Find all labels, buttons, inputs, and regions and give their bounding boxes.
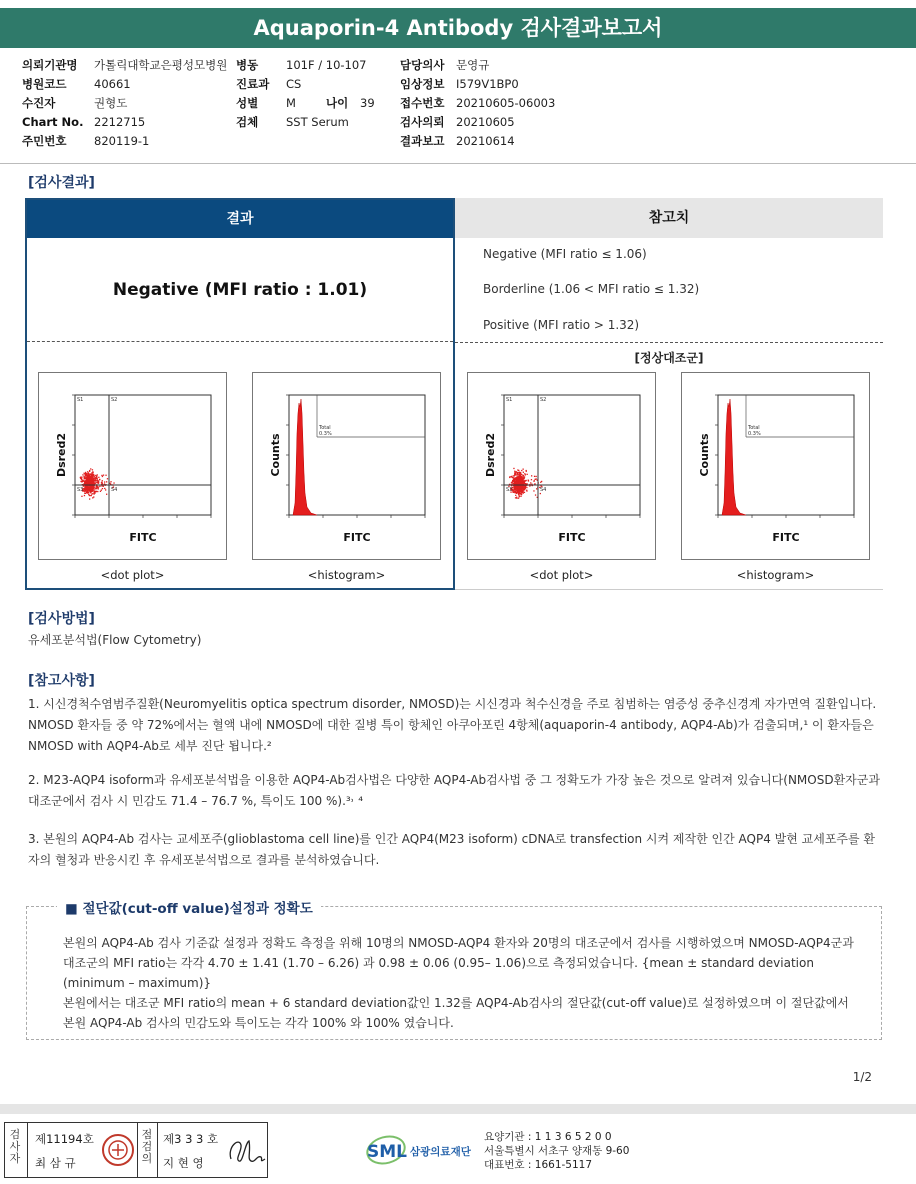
org-code: 요양기관 : 1 1 3 6 5 2 0 0 [484,1131,612,1143]
cutoff-box [26,901,882,1040]
dot-point [92,471,93,472]
dot-point [526,480,527,481]
dot-point [92,483,93,484]
dot-point [515,481,516,482]
plot-ylabel: Dsred2 [55,432,68,478]
dot-point [102,488,103,489]
gate-value: 0.3% [748,431,761,437]
control-histogram [681,372,870,560]
dot-point [89,482,90,483]
plot-xlabel: FITC [129,531,157,544]
dot-point [101,482,102,483]
dot-point [518,494,519,495]
method-title: [검사방법] [28,611,95,627]
dot-point [94,492,95,493]
dot-point [95,477,96,478]
dot-point [85,478,86,479]
dot-point [515,482,516,483]
dot-point [533,490,534,491]
sml-logo-icon [366,1130,478,1170]
reference-header: 참고치 [455,198,883,238]
dot-point [516,497,517,498]
dot-point [531,475,532,476]
dot-point [97,491,98,492]
org-phone: 대표번호 : 1661-5117 [484,1159,593,1171]
quadrant-label: S1 [77,397,84,403]
dot-point [85,487,86,488]
histogram-svg [682,373,871,561]
info-specimen: 검체 SST Serum [236,115,349,129]
info-chart-no: Chart No. 2212715 [22,115,146,129]
note-1: 1. 시신경척수염범주질환(Neuromyelitis optica spectrum disorder, NMOSD)는 시신경과 척수신경을 주로 침범하는 염증성 중추신경계 자가면역 질환입니다. NMOSD 환자들 중 약 72%에서는 혈액 내에 NMOSD에 대한 질병 특이 항체인 아쿠아포린 4항체(aquaporin-4 antibody, AQP4-Ab)가 검출되며,¹ 이 환자들은 NMOSD with AQP4-Ab로 세부 진단 됩니다.² [28,697,877,753]
dot-point [101,485,102,486]
tester-name: 최 삼 규 [35,1156,76,1170]
dot-point [519,487,520,488]
info-accession: 접수번호 20210605-06003 [400,96,556,110]
plot-frame [718,395,854,515]
dot-point [89,470,90,471]
dot-point [81,496,82,497]
dot-point [81,479,82,480]
dot-point [105,489,106,490]
dot-point [520,475,521,476]
dot-point [90,477,91,478]
dot-point [92,479,93,480]
dot-point [93,475,94,476]
histogram-peak [293,399,317,515]
gate-value: 0.3% [319,431,332,437]
plot-frame [75,395,211,515]
dot-point [96,491,97,492]
dot-point [521,494,522,495]
info-clinical: 임상정보 I579V1BP0 [400,77,519,91]
info-hospital-code: 병원코드 40661 [22,77,131,91]
info-patient: 수진자 권형도 [22,96,128,110]
dot-point [515,477,516,478]
histogram-peak [722,399,746,515]
dot-point [88,474,89,475]
dot-point [535,494,536,495]
dot-plot-svg [468,373,657,561]
dot-point [520,478,521,479]
dot-point [515,495,516,496]
dot-point [515,474,516,475]
dot-point [106,481,107,482]
info-report-date: 결과보고 20210614 [400,134,515,148]
dot-point [521,474,522,475]
footer-band [0,1104,916,1114]
dot-point [89,498,90,499]
dot-point [515,490,516,491]
plot-xlabel: FITC [343,531,371,544]
report-title: Aquaporin-4 Antibody 검사결과보고서 [0,8,916,48]
dot-point [524,487,525,488]
reviewer-no: 제3 3 3 호 [163,1132,219,1146]
cutoff-title: ■ 절단값(cut-off value)설정과 정확도 [57,897,321,917]
patient-dot-caption: <dot plot> [100,568,165,582]
info-sex: 성별 M 나이 39 [236,96,375,110]
dot-point [92,493,93,494]
dot-point [518,487,519,488]
plot-ylabel: Counts [698,433,711,477]
dot-point [84,473,85,474]
dot-point [88,488,89,489]
dot-point [523,477,524,478]
dot-point [524,473,525,474]
dot-point [509,477,510,478]
dot-point [517,483,518,484]
patient-dot-plot [38,372,227,560]
dot-point [87,473,88,474]
dot-point [99,479,100,480]
dot-point [531,479,532,480]
dot-point [517,478,518,479]
dot-point [88,478,89,479]
dot-point [86,492,87,493]
dot-point [89,477,90,478]
note-2: 2. M23-AQP4 isoform과 유세포분석법을 이용한 AQP4-Ab검사법은 다양한 AQP4-Ab검사법 중 그 정확도가 가장 높은 것으로 알려져 있습니다(NMOSD환자군과 대조군에서 검사 시 민감도 71.4 – 76.7 %, 특이도 100 %).³˒ ⁴ [28,773,880,808]
dot-point [523,489,524,490]
org-info [484,1130,629,1172]
footer [0,1104,916,1184]
dot-point [541,481,542,482]
tester-label: 검사자 [9,1128,21,1165]
tester-no: 제11194호 [35,1132,94,1146]
dot-point [523,482,524,483]
signature-icon [225,1133,267,1169]
note-3: 3. 본원의 AQP4-Ab 검사는 교세포주(glioblastoma cell line)를 인간 AQP4(M23 isoform) cDNA로 transfection 시켜 제작한 인간 AQP4 발현 교세포주를 환자의 혈청과 반응시킨 후 유세포분석법으로 결과를 분석하였습니다. [28,832,876,867]
dot-point [522,486,523,487]
dot-point [86,475,87,476]
ref-borderline: Borderline (1.06 < MFI ratio ≤ 1.32) [483,282,700,296]
dot-point [522,492,523,493]
method-text: 유세포분석법(Flow Cytometry) [28,633,202,647]
dot-point [85,489,86,490]
dot-point [517,469,518,470]
dot-point [87,482,88,483]
dot-point [98,477,99,478]
plot-ylabel: Counts [269,433,282,477]
dot-point [527,474,528,475]
dot-point [87,476,88,477]
dot-point [103,475,104,476]
dot-point [95,482,96,483]
dot-point [93,480,94,481]
dot-point [515,479,516,480]
dot-point [524,480,525,481]
cutoff-paragraph-2: 본원에서는 대조군 MFI ratio의 mean + 6 standard deviation값인 1.32를 AQP4-Ab검사의 절단값(cut-off value)로 설정하였으며 이 절단값에서 본원 AQP4-Ab 검사의 민감도와 특이도는 각각 100% 와 100% 였습니다. [63,996,849,1030]
dot-point [523,472,524,473]
dot-point [516,472,517,473]
info-request-date: 검사의뢰 20210605 [400,115,515,129]
plot-frame [504,395,640,515]
control-hist-caption: <histogram> [736,568,815,582]
dot-point [513,490,514,491]
patient-hist-caption: <histogram> [307,568,386,582]
reviewer-name: 지 현 영 [163,1156,204,1170]
dot-point [104,481,105,482]
dot-point [93,486,94,487]
patient-histogram [252,372,441,560]
dot-point [513,483,514,484]
dot-point [107,478,108,479]
dot-point [513,492,514,493]
dot-point [104,488,105,489]
control-dot-plot [467,372,656,560]
dot-point [84,495,85,496]
info-dept: 진료과 CS [236,77,302,91]
dot-point [106,494,107,495]
dot-point [534,476,535,477]
dot-point [517,475,518,476]
dot-point [513,480,514,481]
dot-point [517,480,518,481]
dot-point [94,489,95,490]
dot-point [91,475,92,476]
dot-point [530,482,531,483]
dot-point [536,488,537,489]
dot-point [99,486,100,487]
dot-point [511,482,512,483]
dot-point [97,486,98,487]
gate-label: Total [319,425,331,431]
dot-point [105,475,106,476]
result-header: 결과 [27,200,453,238]
dot-point [520,472,521,473]
dot-point [526,490,527,491]
dot-point [87,489,88,490]
quadrant-label: S4 [111,487,118,493]
dot-point [97,474,98,475]
ref-negative: Negative (MFI ratio ≤ 1.06) [483,247,647,261]
dot-point [526,470,527,471]
ref-divider [455,342,883,343]
dot-point [522,474,523,475]
dot-point [521,487,522,488]
dot-point [521,470,522,471]
quadrant-label: S4 [540,487,547,493]
dot-point [90,468,91,469]
dot-point [518,498,519,499]
dot-point [92,469,93,470]
dot-point [520,496,521,497]
dot-point [95,480,96,481]
dot-point [91,491,92,492]
dot-point [86,480,87,481]
quadrant-label: S3 [506,487,513,493]
sml-logo [366,1130,478,1174]
cutoff-paragraph-1: 본원의 AQP4-Ab 검사 기준값 설정과 정확도 측정을 위해 10명의 NMOSD-AQP4 환자와 20명의 대조군에서 검사를 시행하였으며 NMOSD-AQP4군과 대조군의 MFI ratio는 각각 4.70 ± 1.41 (1.70 – 6.26) 과 0.98 ± 0.06 (0.95– 1.06)으로 측정되었습니다. {mean ± standard deviation (minimum – maximum)} [63,936,854,990]
tester-seal-icon [101,1133,135,1167]
dot-point [92,497,93,498]
dot-point [93,488,94,489]
dot-point [94,493,95,494]
dot-point [87,474,88,475]
notes-title: [참고사항] [28,673,95,689]
dot-point [515,486,516,487]
dot-point [521,481,522,482]
dot-point [86,491,87,492]
dot-point [519,496,520,497]
dot-point [81,477,82,478]
dot-point [522,479,523,480]
dot-point [536,476,537,477]
dot-point [100,491,101,492]
plot-xlabel: FITC [772,531,800,544]
signature-box [4,1122,268,1178]
dot-points [508,468,542,499]
quadrant-label: S2 [540,397,547,403]
dot-plot-svg [39,373,228,561]
info-doctor: 담당의사 문영규 [400,58,490,72]
quadrant-label: S1 [506,397,513,403]
dot-point [526,487,527,488]
dot-point [518,483,519,484]
dot-point [521,483,522,484]
dot-point [523,469,524,470]
dot-point [98,482,99,483]
dot-point [514,471,515,472]
org-address: 서울특별시 서초구 양재동 9-60 [484,1145,630,1157]
dot-point [519,490,520,491]
dot-point [90,479,91,480]
sml-logo-text: SML [367,1142,407,1162]
dot-point [513,468,514,469]
dot-point [101,490,102,491]
quadrant-label: S3 [77,487,84,493]
dot-point [103,486,104,487]
dot-point [525,486,526,487]
info-resident-no: 주민번호 820119-1 [22,134,150,148]
dot-point [514,475,515,476]
dot-point [86,481,87,482]
dot-point [95,488,96,489]
info-ward: 병동 101F / 10-107 [236,58,367,72]
dot-point [110,481,111,482]
dot-point [86,487,87,488]
dot-point [98,488,99,489]
histogram-svg [253,373,442,561]
dot-point [85,481,86,482]
control-dot-caption: <dot plot> [529,568,594,582]
dot-point [91,495,92,496]
dot-point [516,477,517,478]
dot-point [82,474,83,475]
dot-point [528,480,529,481]
result-section-title: [검사결과] [28,175,95,191]
dot-point [86,476,87,477]
dot-point [89,495,90,496]
result-value: Negative (MFI ratio : 1.01) [27,238,453,342]
dot-point [85,473,86,474]
dot-point [533,481,534,482]
ref-positive: Positive (MFI ratio > 1.32) [483,318,640,332]
dot-point [514,472,515,473]
dot-point [90,489,91,490]
quadrant-label: S2 [111,397,118,403]
dot-point [84,493,85,494]
plot-frame [289,395,425,515]
dot-point [518,491,519,492]
dot-point [102,480,103,481]
plot-xlabel: FITC [558,531,586,544]
dot-point [92,478,93,479]
control-label: [정상대조군] [634,351,704,365]
reviewer-label: 점검의 [141,1128,153,1165]
dot-point [540,493,541,494]
info-hospital: 의뢰기관명 가톨릭대학교은평성모병원 [22,58,228,72]
dot-point [102,476,103,477]
dot-point [98,480,99,481]
dot-point [97,480,98,481]
dot-point [521,489,522,490]
dot-point [535,479,536,480]
dot-point [93,490,94,491]
dot-point [511,477,512,478]
cutoff-text [63,933,863,1033]
dot-point [518,493,519,494]
dot-point [88,492,89,493]
plot-ylabel: Dsred2 [484,432,497,478]
page-number: 1/2 [852,1070,872,1084]
dot-point [90,490,91,491]
dot-point [81,480,82,481]
org-name: 삼광의료재단 [410,1146,471,1158]
patient-info-header [0,50,916,164]
dot-point [88,494,89,495]
dot-point [518,472,519,473]
gate-label: Total [748,425,760,431]
dot-point [113,482,114,483]
dot-point [519,486,520,487]
